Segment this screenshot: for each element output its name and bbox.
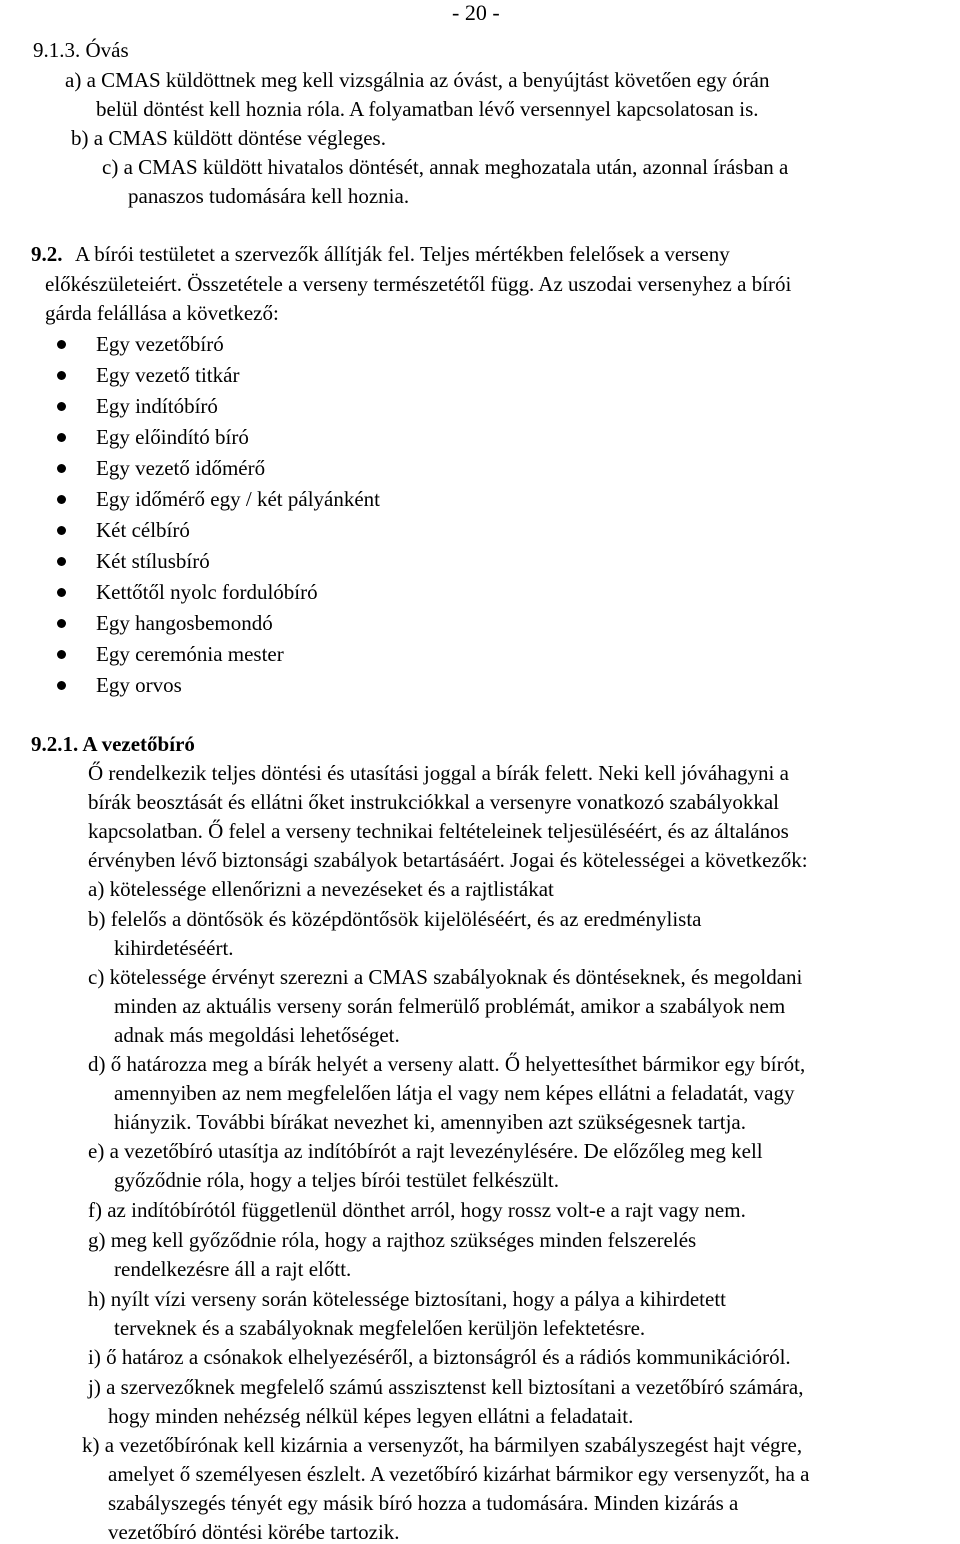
section-921-line: h) nyílt vízi verseny során kötelessége biztosítani, hogy a pálya a kihirdetett [88,1287,726,1311]
section-921-line: rendelkezésre áll a rajt előtt. [114,1257,352,1281]
section-92-line: Teljes mértékben felelősek a verseny [419,242,730,266]
section-921-line: f) az indítóbírótól függetlenül dönthet arról, hogy rossz volt-e a rajt vagy nem. [88,1198,746,1222]
bullet-icon [57,495,66,504]
section-921-line: a) kötelessége ellenőrizni a nevezéseket és a rajtlistákat [88,877,554,901]
section-921-line: c) kötelessége érvényt szerezni a CMAS szabályoknak és döntéseknek, és megoldani [88,965,803,989]
list-item: Egy hangosbemondó [96,611,273,635]
section-921-line: vezetőbíró döntési körébe tartozik. [108,1520,400,1544]
section-92-line: előkészületeiért. Összetétele a verseny természetétől függ. Az uszodai versenyhez a bírói [45,272,792,296]
section-921-line: e) a vezetőbíró utasítja az indítóbírót a rajt levezénylésére. De előzőleg meg kell [88,1139,763,1163]
section-92-line: gárda felállása a következő: [45,301,279,325]
section-921-line: b) felelős a döntősök és középdöntősök kijelöléséért, és az eredménylista [88,907,702,931]
section-921-line: minden az aktuális verseny során felmerülő problémát, amikor a szabályok nem [114,994,786,1018]
section-913-line: b) a CMAS küldött döntése végleges. [71,126,386,150]
section-92-number: 9.2. [31,242,63,266]
bullet-icon [57,340,66,349]
section-921-line: i) ő határoz a csónakok elhelyezéséről, a biztonságról és a rádiós kommunikációról. [88,1345,791,1369]
section-913-line: a) a CMAS küldöttnek meg kell vizsgálnia az óvást, a benyújtást követően egy órán [65,68,770,92]
list-item: Egy vezető titkár [96,363,240,387]
section-921-line: Ő rendelkezik teljes döntési és utasítási joggal a bírák felett. Neki kell jóváhagyni a [88,761,789,785]
section-913-heading: 9.1.3. Óvás [33,38,129,62]
section-921-line: d) ő határozza meg a bírák helyét a verseny alatt. Ő helyettesíthet bármikor egy bírót, [88,1052,806,1076]
list-item: Két stílusbíró [96,549,210,573]
bullet-icon [57,588,66,597]
list-item: Két célbíró [96,518,190,542]
bullet-icon [57,681,66,690]
page-number: - 20 - [452,0,500,25]
list-item: Egy vezető időmérő [96,456,266,480]
section-921-line: győződnie róla, hogy a teljes bírói testület felkészült. [114,1168,559,1192]
bullet-icon [57,433,66,442]
list-item: Egy vezetőbíró [96,332,224,356]
list-item: Egy időmérő egy / két pályánként [96,487,381,511]
section-921-line: hogy minden nehézség nélkül képes legyen ellátni a feladatait. [108,1404,634,1428]
section-921-line: kihirdetéséért. [114,936,234,960]
list-item: Egy ceremónia mester [96,642,284,666]
section-921-line: j) a szervezőknek megfelelő számú asszisztenst kell biztosítani a vezetőbíró számára, [88,1375,804,1399]
bullet-icon [57,464,66,473]
section-921-line: k) a vezetőbírónak kell kizárnia a versenyzőt, ha bármilyen szabályszegést hajt végre, [82,1433,803,1457]
bullet-icon [57,650,66,659]
section-921-heading: 9.2.1. A vezetőbíró [31,732,195,756]
section-921-line: hiányzik. További bírákat nevezhet ki, amennyiben azt szükségesnek tartja. [114,1110,746,1134]
bullet-icon [57,526,66,535]
section-921-line: adnak más megoldási lehetőséget. [114,1023,400,1047]
section-921-line: amelyet ő személyesen észlelt. A vezetőbíró kizárhat bármikor egy versenyzőt, ha a [108,1462,810,1486]
bullet-icon [57,619,66,628]
section-921-line: bírák beosztását és ellátni őket instrukciókkal a versenyre vonatkozó szabályokkal [88,790,780,814]
section-921-line: amennyiben az nem megfelelően látja el vagy nem képes ellátni a feladatát, vagy [114,1081,795,1105]
list-item: Egy orvos [96,673,182,697]
section-921-line: g) meg kell győződnie róla, hogy a rajthoz szükséges minden felszerelés [88,1228,697,1252]
list-item: Egy indítóbíró [96,394,218,418]
section-913-line: c) a CMAS küldött hivatalos döntését, annak meghozatala után, azonnal írásban a [102,155,789,179]
section-921-line: szabályszegés tényét egy másik bíró hozza a tudomására. Minden kizárás a [108,1491,739,1515]
section-92-heading: A bírói testületet a szervezők állítják fel. [75,242,415,266]
list-item: Kettőtől nyolc fordulóbíró [96,580,318,604]
section-921-line: kapcsolatban. Ő felel a verseny technikai feltételeinek teljesüléséért, és az általános [88,819,789,843]
bullet-icon [57,402,66,411]
section-921-line: érvényben lévő biztonsági szabályok betartásáért. Jogai és kötelességei a következők: [88,848,808,872]
section-92-title [75,244,730,265]
bullet-icon [57,557,66,566]
section-921-line: terveknek és a szabályoknak megfelelően kerüljön lefektetésre. [114,1316,646,1340]
section-913-line: panaszos tudomására kell hoznia. [128,184,410,208]
list-item: Egy előindító bíró [96,425,249,449]
section-913-line: belül döntést kell hoznia róla. A folyamatban lévő versennyel kapcsolatosan is. [96,97,759,121]
bullet-icon [57,371,66,380]
